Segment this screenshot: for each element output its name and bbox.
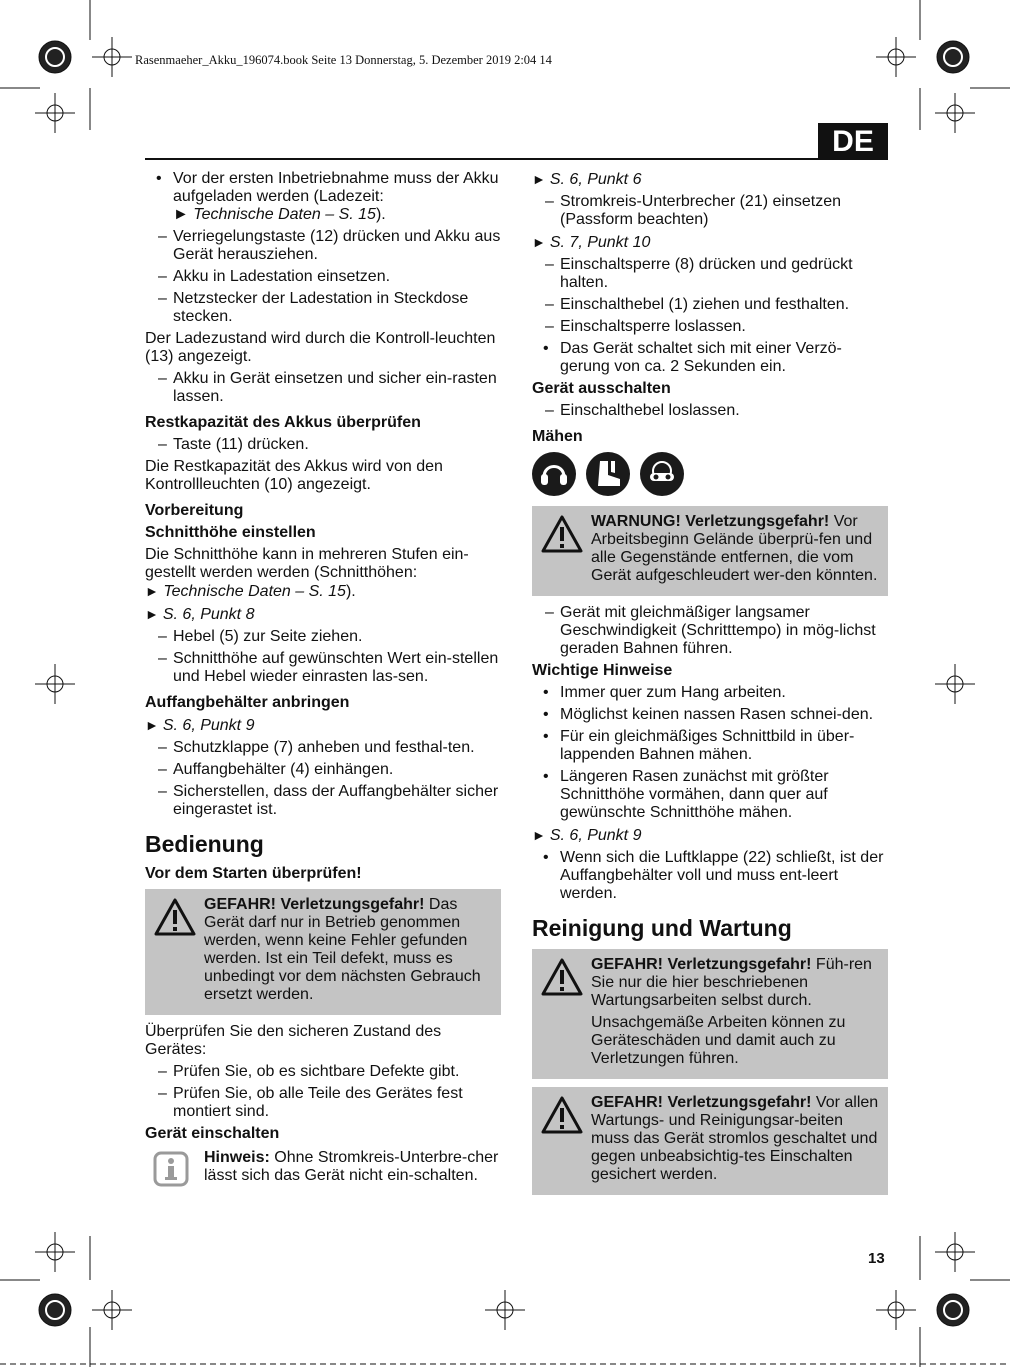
subsection-heading: Gerät ausschalten	[532, 380, 671, 397]
list-item: – Schutzklappe (7) anheben und festhal-ten.	[158, 739, 475, 756]
cross-reference: Technische Daten – S. 15	[163, 583, 346, 600]
subsection-heading: Schnitthöhe einstellen	[145, 524, 316, 541]
subsection-heading: Vor dem Starten überprüfen!	[145, 865, 362, 882]
figure-reference: ► S. 6, Punkt 9	[532, 827, 642, 844]
hint-notice: Hinweis: Ohne Stromkreis-Unterbre-cher lässt sich das Gerät nicht ein-schalten.	[145, 1147, 501, 1185]
crosshair-icon	[935, 93, 975, 133]
crosshair-icon	[485, 1290, 525, 1330]
list-item: – Prüfen Sie, ob es sichtbare Defekte gibt.	[158, 1063, 460, 1080]
crosshair-icon	[935, 664, 975, 704]
print-header: Rasenmaeher_Akku_196074.book Seite 13 Donnerstag, 5. Dezember 2019 2:04 14	[135, 53, 552, 67]
section-heading: Mähen	[532, 428, 583, 445]
header-rule	[145, 158, 888, 160]
crosshair-icon	[876, 1290, 916, 1330]
list-item: – Einschalthebel loslassen.	[545, 402, 740, 419]
warning-notice: WARNUNG! Verletzungsgefahr! Vor Arbeitsbeginn Gelände überprü-fen und alle Gegenstände entfernen, die vom Gerät aufgeschleudert wer-den könnten.	[532, 506, 888, 596]
registration-rosette-icon	[39, 41, 71, 73]
figure-reference: ► S. 6, Punkt 6	[532, 171, 642, 188]
subsection-heading: Wichtige Hinweise	[532, 662, 673, 679]
figure-reference: ► S. 7, Punkt 10	[532, 234, 651, 251]
left-column	[145, 170, 501, 1185]
chapter-heading: Bedienung	[145, 831, 264, 857]
paragraph: Die Restkapazität des Akkus wird von den Kontrollleuchten (10) angezeigt.	[145, 458, 443, 493]
registration-rosette-icon	[937, 1294, 969, 1326]
list-item: – Einschalthebel (1) ziehen und festhalten.	[545, 296, 850, 313]
warning-triangle-icon	[540, 957, 584, 997]
list-item: • Das Gerät schaltet sich mit einer Verzö-gerung von ca. 2 Sekunden ein.	[543, 340, 842, 375]
list-item: – Prüfen Sie, ob alle Teile des Gerätes fest montiert sind.	[158, 1085, 463, 1120]
danger-notice: GEFAHR! Verletzungsgefahr! Das Gerät darf nur in Betrieb genommen werden, wenn keine Fehler gefunden werden. Ist ein Teil defekt, muss es unbedingt vor dem nächsten Gebrauch ersetzt werden.	[145, 889, 501, 1015]
language-badge: DE	[818, 123, 888, 160]
list-item: – Hebel (5) zur Seite ziehen.	[158, 628, 363, 645]
figure-reference: ► S. 6, Punkt 9	[145, 717, 255, 734]
paragraph: Der Ladezustand wird durch die Kontroll-leuchten (13) angezeigt.	[145, 330, 496, 365]
list-item: – Sicherstellen, dass der Auffangbehälter sicher eingerastet ist.	[158, 783, 499, 818]
list-item: – Akku in Gerät einsetzen und sicher ein-rasten lassen.	[158, 370, 497, 405]
list-item: – Einschaltsperre (8) drücken und gedrückt halten.	[545, 256, 853, 291]
list-item: • Möglichst keinen nassen Rasen schnei-den.	[543, 706, 874, 723]
eye-protection-icon	[640, 452, 684, 496]
list-item: • Immer quer zum Hang arbeiten.	[543, 684, 786, 701]
crosshair-icon	[92, 1290, 132, 1330]
list-item: – Taste (11) drücken.	[158, 436, 309, 453]
list-item: • Vor der ersten Inbetriebnahme muss der Akku aufgeladen werden (Ladezeit: ► Technische Daten – S. 15).	[156, 170, 499, 223]
registration-rosette-icon	[937, 41, 969, 73]
list-item: – Schnitthöhe auf gewünschten Wert ein-stellen und Hebel wieder einrasten las-sen.	[158, 650, 499, 685]
subsection-heading: Auffangbehälter anbringen	[145, 694, 350, 711]
warning-triangle-icon	[153, 897, 197, 937]
paragraph: Die Schnitthöhe kann in mehreren Stufen ein-gestellt werden werden (Schnitthöhen: ► Technische Daten – S. 15).	[145, 546, 469, 600]
list-item: – Gerät mit gleichmäßiger langsamer Geschwindigkeit (Schritttempo) in mög-lichst geraden Bahnen führen.	[545, 604, 876, 657]
list-item: • Für ein gleichmäßiges Schnittbild in über-lappenden Bahnen mähen.	[543, 728, 855, 763]
list-item: – Stromkreis-Unterbrecher (21) einsetzen (Passform beachten)	[545, 193, 841, 228]
safety-boots-icon	[586, 452, 630, 496]
warning-triangle-icon	[540, 1095, 584, 1135]
info-icon	[153, 1151, 189, 1187]
crosshair-icon	[35, 664, 75, 704]
paragraph: Überprüfen Sie den sicheren Zustand des Gerätes:	[145, 1023, 442, 1058]
warning-triangle-icon	[540, 514, 584, 554]
right-column	[532, 170, 888, 1203]
figure-reference: ► S. 6, Punkt 8	[145, 606, 255, 623]
cross-reference: Technische Daten – S. 15	[193, 206, 376, 223]
crosshair-icon	[935, 1232, 975, 1272]
section-heading: Restkapazität des Akkus überprüfen	[145, 414, 421, 431]
danger-notice: GEFAHR! Verletzungsgefahr! Füh-ren Sie nur die hier beschriebenen Wartungsarbeiten selbst durch. Unsachgemäße Arbeiten können zu Geräteschäden und damit auch zu Verletzungen führen.	[532, 949, 888, 1079]
section-heading: Vorbereitung	[145, 502, 244, 519]
list-item: – Verriegelungstaste (12) drücken und Akku aus Gerät herausziehen.	[158, 228, 501, 263]
crosshair-icon	[876, 37, 916, 77]
hearing-protection-icon	[532, 452, 576, 496]
subsection-heading: Gerät einschalten	[145, 1125, 280, 1142]
list-item: – Einschaltsperre loslassen.	[545, 318, 746, 335]
list-item: • Wenn sich die Luftklappe (22) schließt, ist der Auffangbehälter voll und muss ent-leert werden.	[543, 849, 884, 902]
danger-notice: GEFAHR! Verletzungsgefahr! Vor allen Wartungs- und Reinigungsar-beiten muss das Gerät stromlos geschaltet und gegen unbeabsichtig-tes Einschalten gesichert werden.	[532, 1087, 888, 1195]
list-item: – Netzstecker der Ladestation in Steckdose stecken.	[158, 290, 469, 325]
crosshair-icon	[35, 93, 75, 133]
list-item: – Auffangbehälter (4) einhängen.	[158, 761, 394, 778]
page-number: 13	[868, 1250, 885, 1267]
crosshair-icon	[35, 1232, 75, 1272]
crosshair-icon	[92, 37, 132, 77]
registration-rosette-icon	[39, 1294, 71, 1326]
chapter-heading: Reinigung und Wartung	[532, 915, 792, 941]
list-item: • Längeren Rasen zunächst mit größter Schnitthöhe vormähen, dann quer auf gewünschte Schnitthöhe mähen.	[543, 768, 829, 821]
list-item: – Akku in Ladestation einsetzen.	[158, 268, 391, 285]
ppe-icons	[532, 452, 888, 496]
